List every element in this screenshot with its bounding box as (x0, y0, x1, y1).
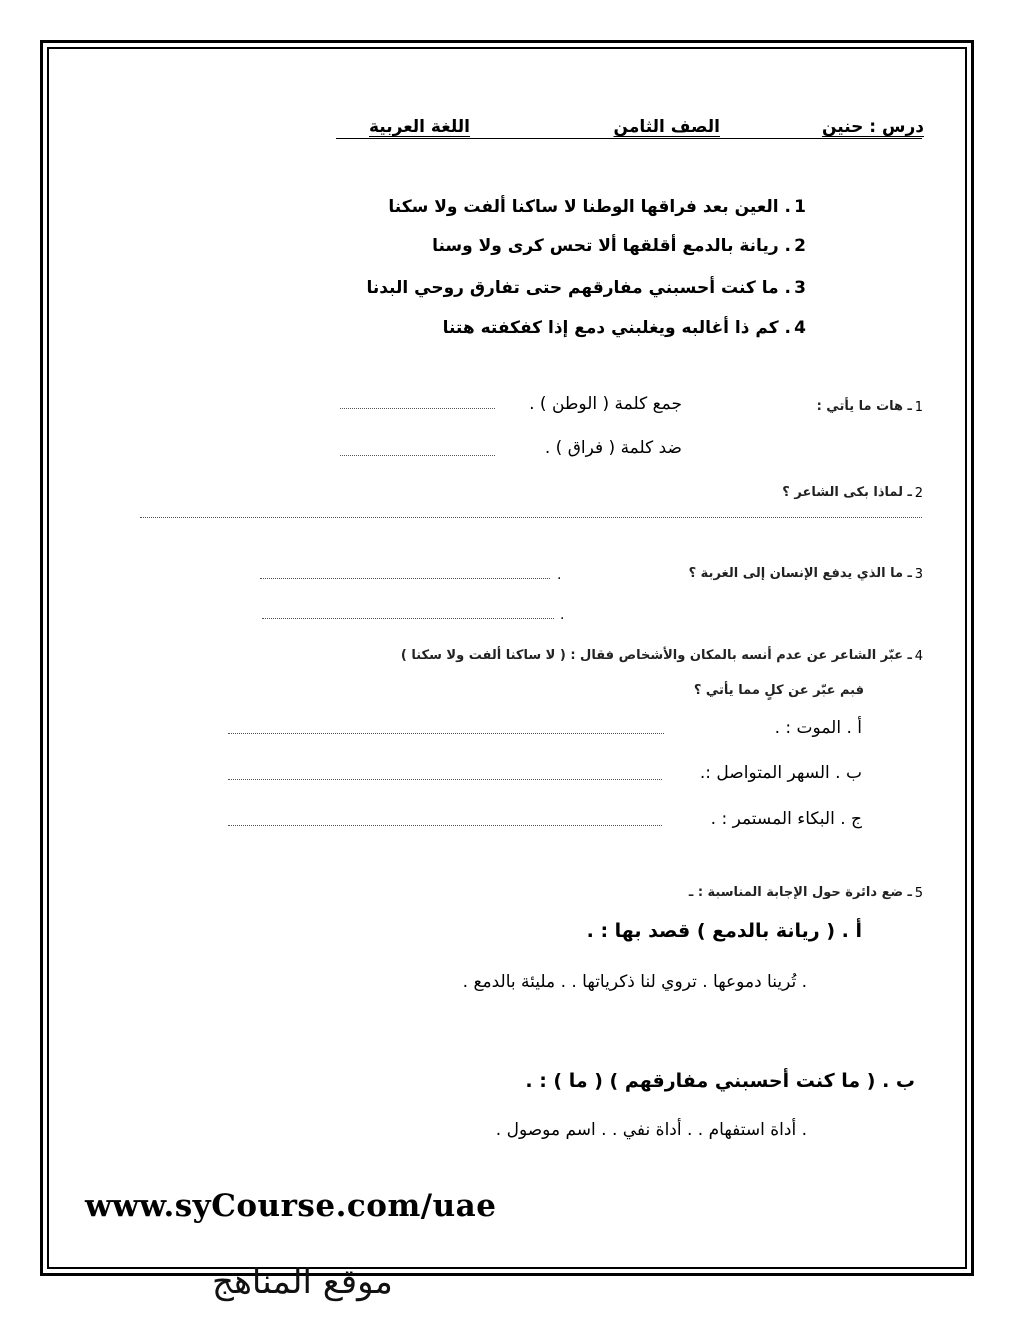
grade-label: الصف الثامن (613, 117, 720, 137)
question-5b-options[interactable]: . أداة استفهام . . أداة نفي . . اسم موصول . (495, 1120, 807, 1140)
question-4b-label: ب . السهر المتواصل :. (699, 763, 862, 783)
question-3-prompt: ـ ما الذي يدفع الإنسان إلى الغربة ؟ (688, 566, 912, 581)
question-5a-text: أ . ( ريانة بالدمع ) قصد بها : . (586, 920, 862, 942)
question-4-subprompt: فبم عبّر عن كلٍ مما يأتي ؟ (693, 683, 864, 698)
question-2-prompt: ـ لماذا بكى الشاعر ؟ (782, 485, 912, 500)
answer-end-dot: . (557, 567, 562, 583)
answer-line[interactable] (262, 618, 554, 619)
question-5a-options[interactable]: . تُرينا دموعها . تروي لنا ذكرياتها . . مليئة بالدمع . (462, 972, 807, 992)
question-1b-text: ضد كلمة ( فراق ) . (544, 438, 682, 458)
question-5-prompt: ـ ضع دائرة حول الإجابة المناسبة : ـ (688, 885, 912, 900)
question-1a-text: جمع كلمة ( الوطن ) . (529, 394, 682, 414)
footer-url[interactable]: www.syCourse.com/uae (85, 1188, 497, 1224)
watermark: موقع المناهج (212, 1262, 393, 1302)
answer-line[interactable] (228, 825, 662, 826)
verse-number: 2 (794, 236, 806, 256)
verse-number: 3 (794, 278, 806, 298)
verse-number: 1 (794, 197, 806, 217)
answer-end-dot: . (560, 607, 565, 623)
question-number: 3 (914, 567, 923, 582)
answer-line[interactable] (140, 517, 922, 518)
subject-label: اللغة العربية (369, 117, 470, 137)
verse-text: . ريانة بالدمع أقلقها ألا تحس كرى ولا وسنا (432, 236, 791, 256)
question-number: 2 (914, 486, 923, 501)
question-number: 1 (914, 400, 923, 415)
question-1-prompt: ـ هات ما يأتي : (816, 399, 912, 414)
question-number: 5 (914, 886, 923, 901)
question-5b-text: ب . ( ما كنت أحسبني مفارقهم ) ( ما ) : . (525, 1070, 915, 1092)
answer-line[interactable] (228, 779, 662, 780)
verse-number: 4 (794, 318, 806, 338)
answer-line[interactable] (340, 408, 495, 409)
lesson-title: درس : حنين (821, 117, 924, 137)
answer-line[interactable] (260, 578, 550, 579)
question-4-prompt: ـ عبّر الشاعر عن عدم أنسه بالمكان والأشخاص فقال : ( لا ساكنا ألفت ولا سكنا ) (400, 648, 912, 663)
verse-text: . العين بعد فراقها الوطنا لا ساكنا ألفت ولا سكنا (388, 197, 791, 217)
header-underline (336, 138, 922, 139)
verse-text: . ما كنت أحسبني مفارقهم حتى تفارق روحي البدنا (366, 278, 791, 298)
answer-line[interactable] (228, 733, 664, 734)
answer-line[interactable] (340, 455, 495, 456)
question-4c-label: ج . البكاء المستمر : . (710, 809, 862, 829)
verse-text: . كم ذا أغالبه ويغلبني دمع إذا كفكفته هتنا (442, 318, 791, 338)
question-4a-label: أ . الموت : . (774, 718, 862, 738)
question-number: 4 (914, 649, 923, 664)
